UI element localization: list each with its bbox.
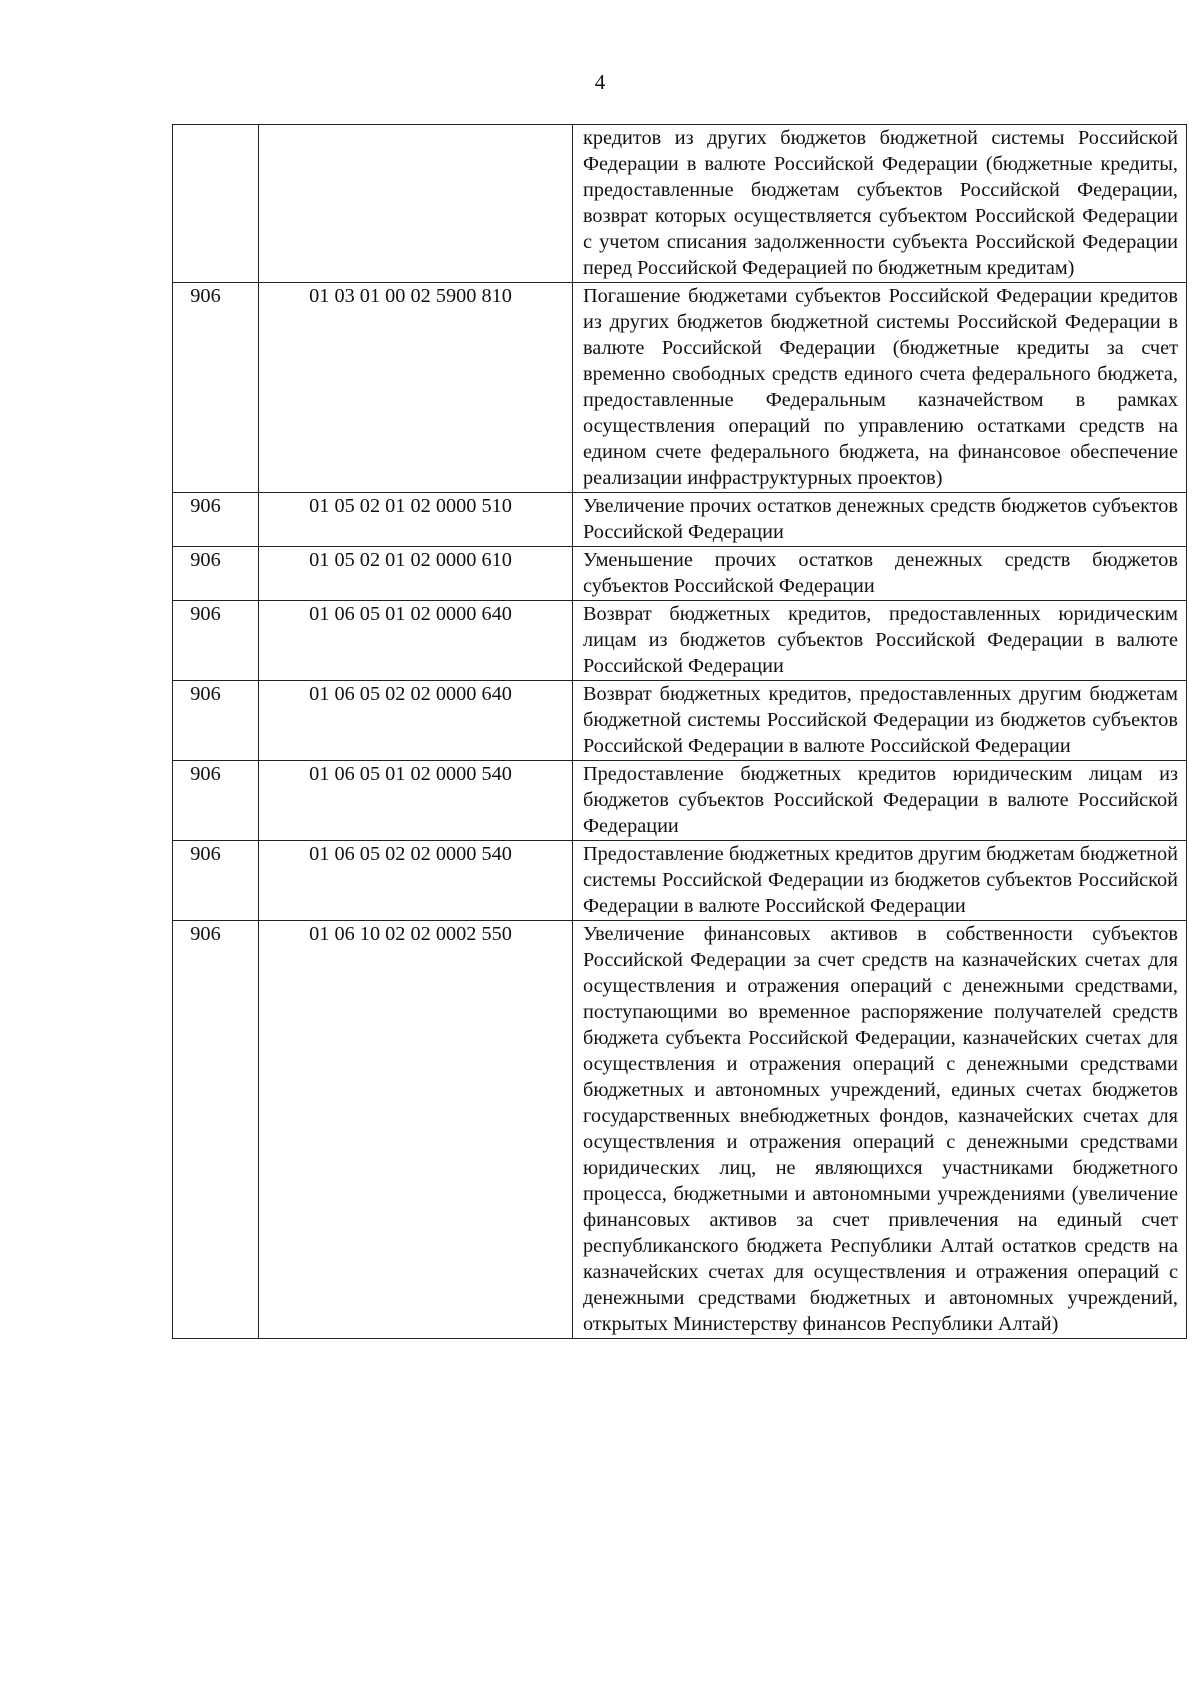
description-cell: Увеличение прочих остатков денежных средств бюджетов субъектов Российской Федерации xyxy=(573,493,1187,547)
description-cell: Предоставление бюджетных кредитов юридическим лицам из бюджетов субъектов Российской Федерации в валюте Российской Федерации xyxy=(573,761,1187,841)
admin-code-cell: 906 xyxy=(173,283,259,493)
admin-code-cell: 906 xyxy=(173,921,259,1339)
budget-code-cell: 01 06 05 01 02 0000 640 xyxy=(259,601,573,681)
table-row xyxy=(173,681,1187,761)
description-cell: Уменьшение прочих остатков денежных средств бюджетов субъектов Российской Федерации xyxy=(573,547,1187,601)
description-cell: Возврат бюджетных кредитов, предоставленных другим бюджетам бюджетной системы Российской Федерации из бюджетов субъектов Российской Федерации в валюте Российской Федерации xyxy=(573,681,1187,761)
admin-code-cell: 906 xyxy=(173,547,259,601)
budget-code-cell: 01 06 05 01 02 0000 540 xyxy=(259,761,573,841)
budget-code-cell xyxy=(259,125,573,283)
budget-code-cell: 01 05 02 01 02 0000 610 xyxy=(259,547,573,601)
budget-code-cell: 01 05 02 01 02 0000 510 xyxy=(259,493,573,547)
table-row xyxy=(173,761,1187,841)
page-number: 4 xyxy=(594,70,606,94)
budget-code-cell: 01 06 05 02 02 0000 540 xyxy=(259,841,573,921)
description-cell: Возврат бюджетных кредитов, предоставленных юридическим лицам из бюджетов субъектов Российской Федерации в валюте Российской Федерации xyxy=(573,601,1187,681)
admin-code-cell: 906 xyxy=(173,493,259,547)
budget-code-cell: 01 03 01 00 02 5900 810 xyxy=(259,283,573,493)
admin-code-cell: 906 xyxy=(173,761,259,841)
table-row xyxy=(173,125,1187,283)
description-cell: Увеличение финансовых активов в собственности субъектов Российской Федерации за счет средств на казначейских счетах для осуществления и отражения операций с денежными средствами, поступающими во временное распоряжение получателей средств бюджета субъекта Российской Федерации, казначейских счетах для осуществления и отражения операций с денежными средствами бюджетных и автономных учреждений, единых счетах бюджетов государственных внебюджетных фондов, казначейских счетах для осуществления и отражения операций с денежными средствами юридических лиц, не являющихся участниками бюджетного процесса, бюджетными и автономными учреждениями (увеличение финансовых активов за счет привлечения на единый счет республиканского бюджета Республики Алтай остатков средств на казначейских счетах для осуществления и отражения операций с денежными средствами бюджетных и автономных учреждений, открытых Министерству финансов Республики Алтай) xyxy=(573,921,1187,1339)
admin-code-cell: 906 xyxy=(173,601,259,681)
admin-code-cell: 906 xyxy=(173,841,259,921)
description-cell: кредитов из других бюджетов бюджетной системы Российской Федерации в валюте Российской Федерации (бюджетные кредиты, предоставленные бюджетам субъектов Российской Федерации, возврат которых осуществляется субъектом Российской Федерации с учетом списания задолженности субъекта Российской Федерации перед Российской Федерацией по бюджетным кредитам) xyxy=(573,125,1187,283)
admin-code-cell: 906 xyxy=(173,681,259,761)
table-body xyxy=(173,125,1187,1339)
table-row xyxy=(173,921,1187,1339)
description-cell: Предоставление бюджетных кредитов другим бюджетам бюджетной системы Российской Федерации из бюджетов субъектов Российской Федерации в валюте Российской Федерации xyxy=(573,841,1187,921)
description-cell: Погашение бюджетами субъектов Российской Федерации кредитов из других бюджетов бюджетной системы Российской Федерации в валюте Российской Федерации (бюджетные кредиты за счет временно свободных средств единого счета федерального бюджета, предоставленные Федеральным казначейством в рамках осуществления операций по управлению остатками средств на едином счете федерального бюджета, на финансовое обеспечение реализации инфраструктурных проектов) xyxy=(573,283,1187,493)
table-row xyxy=(173,601,1187,681)
admin-code-cell xyxy=(173,125,259,283)
budget-code-cell: 01 06 05 02 02 0000 640 xyxy=(259,681,573,761)
table-row xyxy=(173,493,1187,547)
table-row xyxy=(173,841,1187,921)
table-row xyxy=(173,283,1187,493)
budget-codes-table xyxy=(172,124,1187,1339)
table-row xyxy=(173,547,1187,601)
budget-code-cell: 01 06 10 02 02 0002 550 xyxy=(259,921,573,1339)
